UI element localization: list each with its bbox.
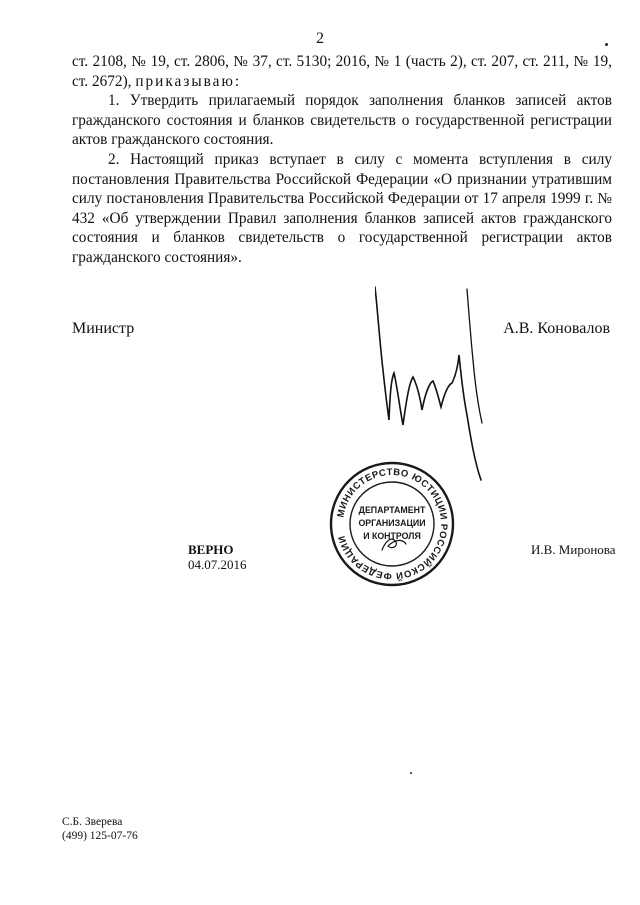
page-number: 2 — [316, 30, 324, 47]
certification-label: ВЕРНО — [188, 542, 234, 557]
executor-block — [62, 815, 138, 843]
seal-center-line-3: И КОНТРОЛЯ — [363, 531, 421, 541]
scan-mark — [605, 43, 608, 46]
certification-block — [188, 542, 247, 572]
paragraph-item-2: 2. Настоящий приказ вступает в силу с момента вступления в силу постановления Правительства Российской Федерации «О признании утратившим силу постановления Правительства Российской Федерации от 17 апреля 1999 г. № 432 «Об утверждении Правил заполнения бланков записей актов гражданского состояния и бланков свидетельств о государственной регистрации актов гражданского состояния». — [72, 150, 612, 266]
minister-title: Министр — [72, 320, 135, 337]
executor-phone: (499) 125-07-76 — [62, 830, 138, 842]
scan-mark — [410, 772, 412, 774]
seal-ring-text: МИНИСТЕРСТВО ЮСТИЦИИ РОССИЙСКОЙ ФЕДЕРАЦИИ — [335, 466, 450, 582]
seal-center-line-1: ДЕПАРТАМЕНТ — [358, 505, 426, 515]
document-body — [72, 52, 612, 268]
certification-date: 04.07.2016 — [188, 557, 247, 572]
certifier-name: И.В. Миронова — [531, 542, 616, 557]
paragraph-item-1: 1. Утвердить прилагаемый порядок заполнения бланков записей актов гражданского состояния и бланков свидетельств о государственной регистрации актов гражданского состояния. — [72, 92, 612, 149]
paragraph-preamble-end — [72, 52, 612, 91]
executor-name: С.Б. Зверева — [62, 816, 123, 828]
order-word: приказываю: — [135, 72, 242, 90]
preamble-text: ст. 2108, № 19, ст. 2806, № 37, ст. 5130; 2016, № 1 (часть 2), ст. 207, ст. 211, № 19, ст. 2672), — [72, 53, 612, 90]
minister-name: А.В. Коновалов — [503, 320, 610, 337]
seal-center-line-2: ОРГАНИЗАЦИИ — [358, 518, 426, 528]
official-seal — [328, 460, 456, 588]
